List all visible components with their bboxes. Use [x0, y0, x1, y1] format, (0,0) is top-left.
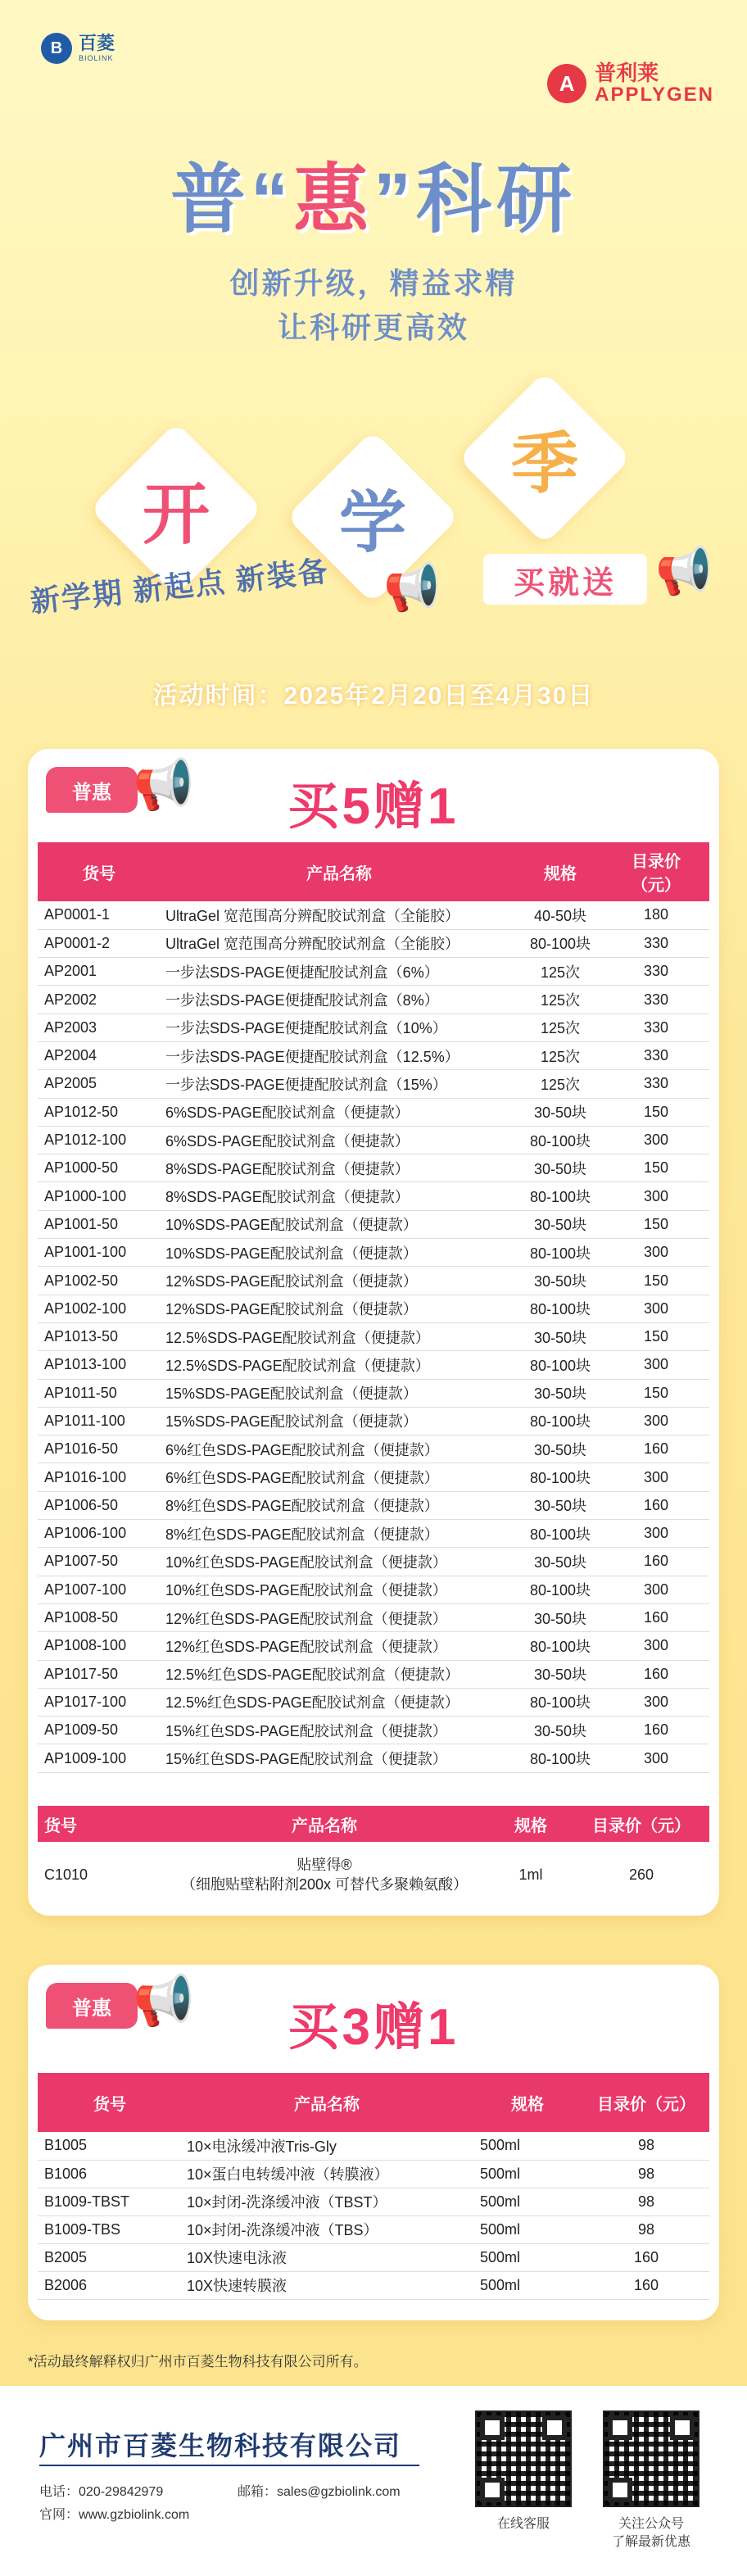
cell-name: 12.5%红色SDS-PAGE配胶试剂盒（便捷款） [161, 1688, 518, 1716]
cell-code: AP1002-50 [38, 1267, 161, 1295]
cell-price: 300 [603, 1688, 709, 1716]
cell-code: AP1006-50 [38, 1491, 161, 1519]
cell-name: 10%SDS-PAGE配胶试剂盒（便捷款） [161, 1239, 518, 1267]
col-header-name: 产品名称 [182, 2073, 472, 2132]
cell-name: 一步法SDS-PAGE便捷配胶试剂盒（8%） [161, 986, 518, 1014]
cell-code: AP0001-1 [38, 901, 161, 929]
table-row [38, 1182, 709, 1210]
cell-price: 300 [603, 1126, 709, 1154]
email-value: sales@gzbiolink.com [277, 2485, 401, 2499]
col-header-code: 货号 [38, 842, 161, 901]
table-row [38, 1041, 709, 1069]
cell-price: 330 [603, 986, 709, 1014]
applygen-logo-cn: 普利莱 [595, 61, 659, 85]
biolink-logo-cn: 百菱 [79, 33, 115, 53]
cell-spec: 80-100块 [518, 1576, 603, 1603]
qr2-caption-line1: 关注公众号 [618, 2517, 684, 2531]
col-header-spec: 规格 [518, 842, 603, 901]
product-table-extra [38, 1806, 709, 1907]
table-row [38, 1126, 709, 1154]
promo-title: 买3赠1 [287, 1999, 460, 2056]
cell-spec: 80-100块 [518, 1126, 603, 1154]
divider [39, 2465, 419, 2466]
col-header-code: 货号 [38, 1806, 161, 1842]
cell-code: AP1013-50 [38, 1322, 161, 1350]
website-label: 官网： [39, 2508, 79, 2522]
cell-price: 160 [603, 1717, 709, 1744]
cell-price: 300 [603, 1407, 709, 1435]
cell-name: 15%红色SDS-PAGE配胶试剂盒（便捷款） [161, 1717, 518, 1744]
diamond-char-kai: 开 [142, 477, 210, 552]
cell-name: 10×封闭-洗涤缓冲液（TBS） [182, 2215, 472, 2243]
cell-name [161, 1842, 488, 1907]
cell-code: AP1009-100 [38, 1744, 161, 1772]
cell-code: AP1017-50 [38, 1660, 161, 1688]
table-row [38, 1576, 709, 1603]
contact-phone [39, 2481, 163, 2500]
table-row [38, 1717, 709, 1744]
table-row [38, 1520, 709, 1548]
cell-spec: 30-50块 [518, 1660, 603, 1688]
cell-price: 160 [603, 1603, 709, 1631]
cell-name: 10×蛋白电转缓冲液（转膜液） [182, 2160, 472, 2188]
cell-price: 150 [603, 1210, 709, 1238]
cell-name: 12%红色SDS-PAGE配胶试剂盒（便捷款） [161, 1603, 518, 1631]
cell-spec: 500ml [472, 2132, 583, 2160]
qr-code-official-account[interactable] [603, 2410, 699, 2507]
qr2-caption-line2: 了解最新优惠 [611, 2534, 690, 2549]
table-row [38, 929, 709, 957]
cell-price: 330 [603, 958, 709, 986]
cell-spec: 80-100块 [518, 1520, 603, 1548]
col-header-code: 货号 [38, 2073, 182, 2132]
contact-website[interactable] [39, 2504, 189, 2523]
cell-name: 8%SDS-PAGE配胶试剂盒（便捷款） [161, 1182, 518, 1210]
cell-spec: 80-100块 [518, 1182, 603, 1210]
cell-spec: 500ml [472, 2243, 583, 2271]
cell-code: AP0001-2 [38, 929, 161, 957]
cell-spec: 125次 [518, 958, 603, 986]
col-header-name: 产品名称 [161, 1806, 488, 1842]
cell-price: 330 [603, 1014, 709, 1041]
promo-tag: 普惠 [46, 767, 138, 813]
cell-name: UltraGel 宽范围高分辨配胶试剂盒（全能胶） [161, 901, 518, 929]
company-name: 广州市百菱生物科技有限公司 [39, 2431, 402, 2460]
cell-name: 10×电泳缓冲液Tris-Gly [182, 2132, 472, 2160]
cell-spec: 125次 [518, 1041, 603, 1069]
cell-code: AP1011-100 [38, 1407, 161, 1435]
hero-title-highlight: 惠 [292, 158, 374, 242]
phone-value: 020-29842979 [79, 2485, 164, 2499]
table-row [38, 1322, 709, 1350]
cell-name: 10%SDS-PAGE配胶试剂盒（便捷款） [161, 1210, 518, 1238]
cell-code: AP1012-50 [38, 1098, 161, 1126]
cell-code: AP1001-100 [38, 1239, 161, 1267]
table-row [38, 1295, 709, 1322]
cell-price: 98 [583, 2188, 709, 2215]
disclaimer: *活动最终解释权归广州市百菱生物科技有限公司所有。 [28, 2354, 368, 2370]
cell-spec: 125次 [518, 1014, 603, 1041]
buy-gift-badge: 买就送 [483, 554, 647, 605]
table-row [38, 1014, 709, 1041]
table-row [38, 1239, 709, 1267]
cell-price: 300 [603, 1520, 709, 1548]
slogan: 新学期 新起点 新装备 [29, 553, 331, 619]
col-header-spec: 规格 [472, 2073, 583, 2132]
cell-spec: 500ml [472, 2160, 583, 2188]
col-header-spec: 规格 [488, 1806, 573, 1842]
megaphone-icon: 📢 [133, 757, 194, 812]
cell-name: 10%红色SDS-PAGE配胶试剂盒（便捷款） [161, 1548, 518, 1576]
cell-code: AP2002 [38, 986, 161, 1014]
hero-subtitle-1: 创新升级，精益求精 [229, 266, 518, 300]
hero-title-post: ”科研 [374, 158, 577, 242]
cell-name: 10X快速转膜液 [182, 2271, 472, 2299]
cell-price: 160 [583, 2243, 709, 2271]
cell-spec: 30-50块 [518, 1154, 603, 1182]
cell-name: 一步法SDS-PAGE便捷配胶试剂盒（12.5%） [161, 1041, 518, 1069]
cell-name: 8%红色SDS-PAGE配胶试剂盒（便捷款） [161, 1491, 518, 1519]
cell-spec: 30-50块 [518, 1435, 603, 1463]
applygen-logo-en: APPLYGEN [595, 84, 714, 107]
table-row [38, 1660, 709, 1688]
cell-spec: 500ml [472, 2271, 583, 2299]
cell-name: 10%红色SDS-PAGE配胶试剂盒（便捷款） [161, 1576, 518, 1603]
table-row [38, 2271, 709, 2299]
cell-spec: 80-100块 [518, 1463, 603, 1491]
contact-email[interactable] [238, 2481, 401, 2500]
product-table-buy5 [38, 842, 709, 1773]
cell-price: 300 [603, 1351, 709, 1379]
cell-spec: 500ml [472, 2188, 583, 2215]
table-row [38, 1351, 709, 1379]
cell-name: 15%红色SDS-PAGE配胶试剂盒（便捷款） [161, 1744, 518, 1772]
col-header-name: 产品名称 [161, 842, 518, 901]
cell-code: B1009-TBS [38, 2215, 182, 2243]
cell-spec: 30-50块 [518, 1267, 603, 1295]
cell-price: 330 [603, 1041, 709, 1069]
cell-name: 15%SDS-PAGE配胶试剂盒（便捷款） [161, 1379, 518, 1407]
promo-card-buy3 [28, 1965, 719, 2320]
cell-spec: 80-100块 [518, 1744, 603, 1772]
cell-name: 6%红色SDS-PAGE配胶试剂盒（便捷款） [161, 1435, 518, 1463]
cell-price: 330 [603, 1070, 709, 1098]
table-row [38, 1744, 709, 1772]
cell-name: 12.5%SDS-PAGE配胶试剂盒（便捷款） [161, 1351, 518, 1379]
cell-name: 6%红色SDS-PAGE配胶试剂盒（便捷款） [161, 1463, 518, 1491]
table-row [38, 1688, 709, 1716]
cell-price: 300 [603, 1295, 709, 1322]
cell-code: AP1000-50 [38, 1154, 161, 1182]
promo-title: 买5赠1 [287, 778, 460, 835]
qr2-caption [586, 2515, 717, 2551]
cell-code: AP1006-100 [38, 1520, 161, 1548]
cell-code: AP1002-100 [38, 1295, 161, 1322]
cell-spec: 30-50块 [518, 1717, 603, 1744]
table-row [38, 1098, 709, 1126]
col-header-price: 目录价（元） [583, 2073, 709, 2132]
applygen-logo-icon: A [547, 64, 586, 103]
cell-code: AP1017-100 [38, 1688, 161, 1716]
cell-price: 300 [603, 1182, 709, 1210]
table-row [38, 2243, 709, 2271]
biolink-logo-icon: B [41, 33, 72, 64]
cell-price: 150 [603, 1379, 709, 1407]
cell-price: 330 [603, 929, 709, 957]
cell-code: AP1011-50 [38, 1379, 161, 1407]
cell-code: AP1000-100 [38, 1182, 161, 1210]
megaphone-icon: 📢 [383, 561, 441, 613]
cell-code: B2005 [38, 2243, 182, 2271]
cell-name: 12.5%SDS-PAGE配胶试剂盒（便捷款） [161, 1322, 518, 1350]
cell-price: 98 [583, 2215, 709, 2243]
table-row [38, 1070, 709, 1098]
cell-price: 160 [603, 1548, 709, 1576]
table-row [38, 1267, 709, 1295]
cell-price: 98 [583, 2132, 709, 2160]
cell-price: 150 [603, 1098, 709, 1126]
cell-code: AP1008-100 [38, 1632, 161, 1660]
cell-spec: 500ml [472, 2215, 583, 2243]
cell-price: 160 [583, 2271, 709, 2299]
cell-code: AP2001 [38, 958, 161, 986]
cell-code: C1010 [44, 1866, 88, 1883]
cell-name: 8%红色SDS-PAGE配胶试剂盒（便捷款） [161, 1520, 518, 1548]
table-row [38, 1463, 709, 1491]
cell-name-line1: 贴壁得® [297, 1856, 352, 1873]
cell-spec: 40-50块 [518, 901, 603, 929]
table-row [38, 1210, 709, 1238]
cell-code: AP1012-100 [38, 1126, 161, 1154]
cell-code: B2006 [38, 2271, 182, 2299]
cell-name: 一步法SDS-PAGE便捷配胶试剂盒（15%） [161, 1070, 518, 1098]
website-value: www.gzbiolink.com [79, 2508, 190, 2522]
table-row [38, 1154, 709, 1182]
table-row [38, 1842, 709, 1907]
cell-name: 一步法SDS-PAGE便捷配胶试剂盒（6%） [161, 958, 518, 986]
cell-name: 6%SDS-PAGE配胶试剂盒（便捷款） [161, 1098, 518, 1126]
cell-price: 98 [583, 2160, 709, 2188]
table-row [38, 986, 709, 1014]
cell-code: AP1008-50 [38, 1603, 161, 1631]
promo-card-buy5 [28, 749, 719, 1916]
cell-name: 10×封闭-洗涤缓冲液（TBST） [182, 2188, 472, 2215]
qr-code-customer-service[interactable] [475, 2410, 572, 2507]
cell-spec: 125次 [518, 986, 603, 1014]
cell-price: 160 [603, 1660, 709, 1688]
cell-code: AP1009-50 [38, 1717, 161, 1744]
biolink-logo-en: BIOLINK [79, 54, 114, 62]
megaphone-icon: 📢 [133, 1973, 194, 2028]
cell-code: AP1016-100 [38, 1463, 161, 1491]
phone-label: 电话： [39, 2485, 79, 2499]
promo-tag: 普惠 [46, 1983, 138, 2029]
cell-spec: 80-100块 [518, 1688, 603, 1716]
footer [0, 2386, 747, 2576]
cell-spec: 80-100块 [518, 1295, 603, 1322]
cell-code: AP1007-100 [38, 1576, 161, 1603]
cell-price: 160 [603, 1435, 709, 1463]
table-row [38, 1435, 709, 1463]
cell-code: B1006 [38, 2160, 182, 2188]
table-row [38, 1632, 709, 1660]
megaphone-icon: 📢 [655, 545, 713, 596]
biolink-logo [41, 33, 115, 64]
cell-name: 12%SDS-PAGE配胶试剂盒（便捷款） [161, 1295, 518, 1322]
activity-period: 活动时间：2025年2月20日至4月30日 [152, 683, 595, 710]
hero-title [0, 139, 747, 247]
table-row [38, 901, 709, 929]
cell-spec: 80-100块 [518, 1407, 603, 1435]
table-row [38, 1548, 709, 1576]
cell-name: 6%SDS-PAGE配胶试剂盒（便捷款） [161, 1126, 518, 1154]
table-row [38, 1379, 709, 1407]
product-table-buy3 [38, 2073, 709, 2300]
cell-name: 12.5%红色SDS-PAGE配胶试剂盒（便捷款） [161, 1660, 518, 1688]
cell-name: 12%红色SDS-PAGE配胶试剂盒（便捷款） [161, 1632, 518, 1660]
cell-price: 300 [603, 1632, 709, 1660]
cell-spec: 125次 [518, 1070, 603, 1098]
cell-name: 12%SDS-PAGE配胶试剂盒（便捷款） [161, 1267, 518, 1295]
cell-spec: 30-50块 [518, 1098, 603, 1126]
cell-name-line2: （细胞贴壁粘附剂200x 可替代多聚赖氨酸） [180, 1876, 469, 1893]
cell-code: AP2004 [38, 1041, 161, 1069]
cell-name: 8%SDS-PAGE配胶试剂盒（便捷款） [161, 1154, 518, 1182]
cell-price: 180 [603, 901, 709, 929]
table-row [38, 2215, 709, 2243]
cell-code: AP2005 [38, 1070, 161, 1098]
table-row [38, 958, 709, 986]
table-row [38, 2132, 709, 2160]
cell-spec: 1ml [518, 1866, 543, 1883]
cell-code: B1009-TBST [38, 2188, 182, 2215]
col-header-price: 目录价（元） [573, 1806, 709, 1842]
table-row [38, 1491, 709, 1519]
cell-price: 150 [603, 1154, 709, 1182]
cell-spec: 80-100块 [518, 1351, 603, 1379]
cell-code: AP1001-50 [38, 1210, 161, 1238]
cell-name: 10X快速电泳液 [182, 2243, 472, 2271]
cell-price: 300 [603, 1744, 709, 1772]
cell-name: 一步法SDS-PAGE便捷配胶试剂盒（10%） [161, 1014, 518, 1041]
table-row [38, 1407, 709, 1435]
cell-spec: 80-100块 [518, 1632, 603, 1660]
cell-spec: 80-100块 [518, 1239, 603, 1267]
hero-subtitle-2: 让科研更高效 [277, 311, 469, 344]
table-row [38, 2160, 709, 2188]
cell-price: 150 [603, 1322, 709, 1350]
cell-spec: 30-50块 [518, 1322, 603, 1350]
cell-name: UltraGel 宽范围高分辨配胶试剂盒（全能胶） [161, 929, 518, 957]
diamond-char-ji: 季 [510, 426, 578, 501]
cell-code: AP1007-50 [38, 1548, 161, 1576]
table-row [38, 2188, 709, 2215]
email-label: 邮箱： [238, 2485, 278, 2499]
cell-price: 300 [603, 1576, 709, 1603]
cell-code: AP1016-50 [38, 1435, 161, 1463]
col-header-price: 目录价 （元） [603, 842, 709, 901]
cell-price: 300 [603, 1463, 709, 1491]
cell-price: 150 [603, 1267, 709, 1295]
cell-price: 260 [628, 1866, 654, 1883]
cell-spec: 30-50块 [518, 1548, 603, 1576]
cell-code: B1005 [38, 2132, 182, 2160]
cell-spec: 30-50块 [518, 1379, 603, 1407]
applygen-logo [547, 62, 714, 105]
cell-spec: 30-50块 [518, 1491, 603, 1519]
qr1-caption: 在线客服 [496, 2517, 550, 2531]
diamond-char-xue: 学 [338, 485, 406, 560]
cell-spec: 30-50块 [518, 1210, 603, 1238]
cell-name: 15%SDS-PAGE配胶试剂盒（便捷款） [161, 1407, 518, 1435]
cell-spec: 30-50块 [518, 1603, 603, 1631]
cell-code: AP1013-100 [38, 1351, 161, 1379]
table-row [38, 1603, 709, 1631]
hero-title-pre: 普“ [170, 158, 293, 242]
cell-code: AP2003 [38, 1014, 161, 1041]
cell-price: 300 [603, 1239, 709, 1267]
cell-price: 160 [603, 1491, 709, 1519]
cell-spec: 80-100块 [518, 929, 603, 957]
